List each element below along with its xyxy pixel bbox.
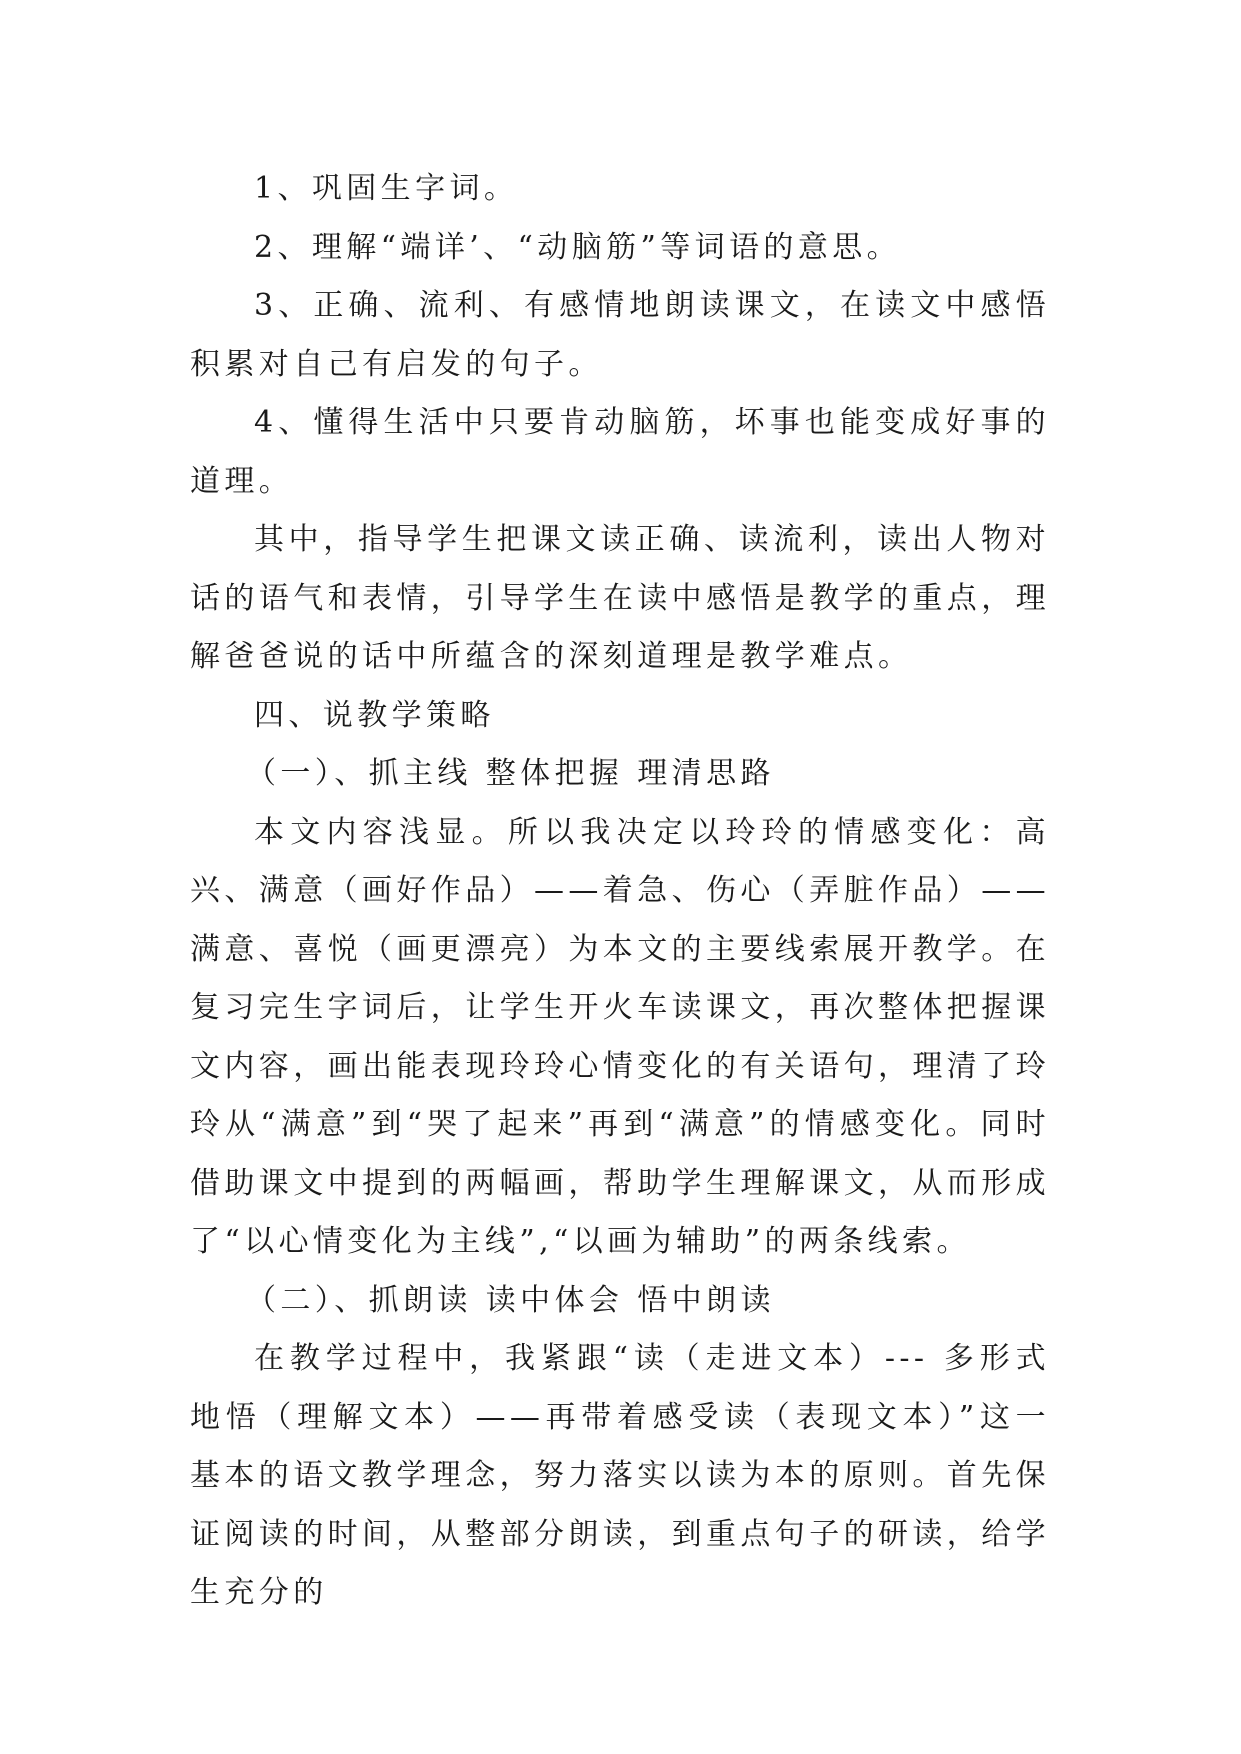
section-heading-strategy: 四、说教学策略 [254,697,495,733]
subheading-main-thread: （一）、抓主线 整体把握 理清思路 [246,756,775,791]
reading-paragraph: 在教学过程中，我紧跟“读（走进文本）--- 多形式地悟（理解文本）——再带着感受读（表现文本）”这一基本的语文教学理念，努力落实以读为本的原则。首先保证阅读的时间，从整部分朗读，到重点句子的研读，给学生充分的 [190,1341,1050,1610]
objective-2: 2、理解“端详’、“动脑筋”等词语的意思。 [254,229,902,265]
objective-1: 1、巩固生字词。 [254,171,519,206]
subheading-reading: （二）、抓朗读 读中体会 悟中朗读 [246,1282,775,1318]
objective-4: 4、懂得生活中只要肯动脑筋，坏事也能变成好事的道理。 [190,405,1050,499]
main-thread-paragraph: 本文内容浅显。所以我决定以玲玲的情感变化：高兴、满意（画好作品）——着急、伤心（弄脏作品）——满意、喜悦（画更漂亮）为本文的主要线索展开教学。在复习完生字词后，让学生开火车读课文，再次整体把握课文内容，画出能表现玲玲心情变化的有关语句，理清了玲玲从“满意”到“哭了起来”再到“满意”的情感变化。同时借助课文中提到的两幅画，帮助学生理解课文，从而形成了“以心情变化为主线”,“以画为辅助”的两条线索。 [190,814,1050,1259]
objective-3: 3、正确、流利、有感情地朗读课文，在读文中感悟积累对自己有启发的句子。 [190,288,1050,382]
key-points-paragraph: 其中，指导学生把课文读正确、读流利，读出人物对话的语气和表情，引导学生在读中感悟是教学的重点，理解爸爸说的话中所蕴含的深刻道理是教学难点。 [190,522,1050,674]
document-body [190,160,1050,1623]
